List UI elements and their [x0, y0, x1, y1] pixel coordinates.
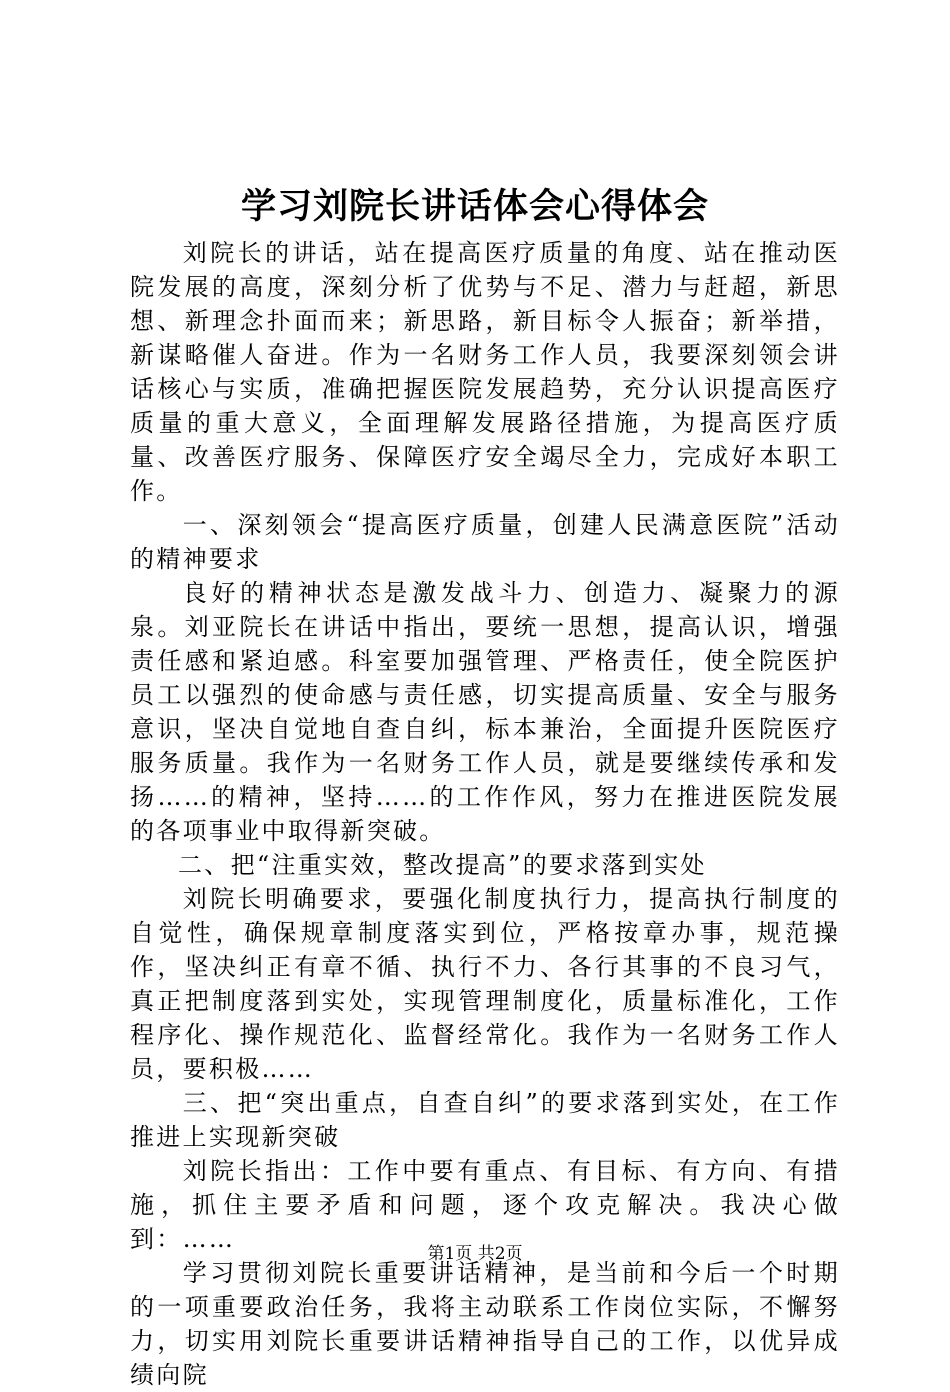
document-body [130, 236, 840, 1392]
section-heading-3: 三、把“突出重点，自查自纠”的要求落到实处，在工作推进上实现新突破 [130, 1089, 840, 1151]
page-footer: 第1页 共2页 [427, 1244, 523, 1264]
section-heading-2: 二、把“注重实效，整改提高”的要求落到实处 [178, 851, 707, 879]
closing-paragraph: 学习贯彻刘院长重要讲话精神，是当前和今后一个时期的一项重要政治任务，我将主动联系工作岗位实际，不懈努力，切实用刘院长重要讲话精神指导自己的工作，以优异成绩向院 [130, 1259, 840, 1389]
intro-paragraph: 刘院长的讲话，站在提高医疗质量的角度、站在推动医院发展的高度，深刻分析了优势与不足、潜力与赶超，新思想、新理念扑面而来；新思路，新目标令人振奋；新举措，新谋略催人奋进。作为一名财务工作人员，我要深刻领会讲话核心与实质，准确把握医院发展趋势，充分认识提高医疗质量的重大意义，全面理解发展路径措施，为提高医疗质量、改善医疗服务、保障医疗安全竭尽全力，完成好本职工作。 [130, 239, 840, 505]
document-title: 学习刘院长讲话体会心得体会 [240, 186, 709, 227]
section-1-paragraph: 良好的精神状态是激发战斗力、创造力、凝聚力的源泉。刘亚院长在讲话中指出，要统一思想，提高认识，增强责任感和紧迫感。科室要加强管理、严格责任，使全院医护员工以强烈的使命感与责任感，切实提高质量、安全与服务意识，坚决自觉地自查自纠，标本兼治，全面提升医院医疗服务质量。我作为一名财务工作人员，就是要继续传承和发扬……的精神，坚持……的工作作风，努力在推进医院发展的各项事业中取得新突破。 [130, 579, 840, 845]
section-3-paragraph: 刘院长指出：工作中要有重点、有目标、有方向、有措施，抓住主要矛盾和问题，逐个攻克解决。我决心做到：…… [130, 1157, 840, 1253]
section-2-paragraph: 刘院长明确要求，要强化制度执行力，提高执行制度的自觉性，确保规章制度落实到位，严格按章办事，规范操作，坚决纠正有章不循、执行不力、各行其事的不良习气，真正把制度落到实处，实现管理制度化，质量标准化，工作程序化、操作规范化、监督经常化。我作为一名财务工作人员，要积极…… [130, 885, 840, 1083]
section-heading-1: 一、深刻领会“提高医疗质量，创建人民满意医院”活动的精神要求 [130, 511, 840, 573]
